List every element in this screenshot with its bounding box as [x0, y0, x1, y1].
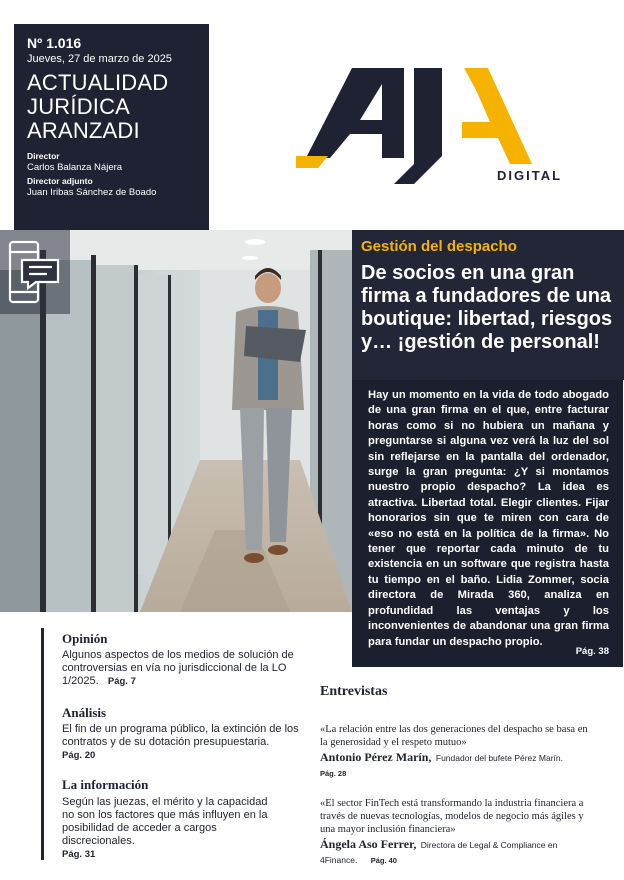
section-text: Algunos aspectos de los medios de solución de controversias en vía no jurisdiccional de la LO 1/2025. [62, 649, 294, 687]
section-text: Según las juezas, el mérito y la capacidad no son los factores que más influyen en la posibilidad de acceder a cargos discrecionales. [62, 796, 268, 847]
feature-page-ref[interactable]: Pág. 38 [575, 646, 609, 657]
interviewee-name: Ángela Aso Ferrer, [320, 837, 417, 851]
interviewee-name: Antonio Pérez Marín, [320, 750, 432, 764]
section-body-informacion [62, 796, 277, 861]
sections-rule [41, 628, 44, 860]
deputy-director-label: Director adjunto [27, 176, 93, 186]
logo-digital-text: DIGITAL [497, 168, 563, 183]
interview-quote[interactable]: «El sector FinTech está transformando la industria financiera a través de nuevas tecnologías, modelos de negocio más ágiles y una mayor inclusión financiera» [320, 798, 584, 835]
interviewee-role: Directora de Legal & Compliance en 4Finance. [320, 840, 558, 865]
publication-title-line: ARANZADI [27, 118, 140, 143]
deputy-director-name: Juan Iribas Sánchez de Boado [27, 187, 157, 198]
section-page-ref[interactable]: Pág. 20 [62, 750, 96, 761]
publication-title-line: ACTUALIDAD [27, 70, 169, 95]
interview-quote[interactable]: «La relación entre las dos generaciones del despacho se basa en la generosidad y el respeto mutuo» [320, 724, 588, 748]
section-body-analisis [62, 723, 302, 762]
section-title-analisis: Análisis [62, 705, 107, 720]
section-body-opinion [62, 649, 302, 688]
publication-title [27, 71, 197, 143]
section-title-informacion: La información [62, 777, 149, 792]
feature-kicker: Gestión del despacho [361, 238, 517, 255]
interview-byline [320, 750, 600, 780]
feature-summary-panel [352, 380, 623, 667]
feature-summary: Hay un momento en la vida de todo abogado de una gran firma en el que, entre facturar horas como si no hubiera un mañana y preguntarse si alguna vez verá la luz del sol sin reflejarse en la pantalla del ordenador, surge la gran pregunta: ¿Y si montamos nuestro propio despacho? La idea es atractiva. Libertad total. Elegir clientes. Fijar honorarios sin que te miren con cara de «eso no está en la política de la firma». No tener que reportar cada minuto de tu existencia en un software que registra hasta tu tiempo en el baño. Lidia Zommer, socia directora de Mirada 360, analiza en profundidad las ventajas y los inconvenientes de abandonar una gran firma para fundar un despacho propio. [368, 389, 609, 648]
section-title-opinion: Opinión [62, 631, 108, 646]
director-label: Director [27, 151, 60, 161]
interview-byline [320, 837, 600, 867]
section-text: El fin de un programa público, la extinción de los contratos y de su dotación presupuestaria. [62, 723, 299, 748]
issue-date: Jueves, 27 de marzo de 2025 [27, 53, 172, 65]
interviews-title: Entrevistas [320, 684, 388, 699]
interviewee-role: Fundador del bufete Pérez Marín. [435, 753, 563, 763]
publication-title-line: JURÍDICA [27, 94, 131, 119]
director-name: Carlos Balanza Nájera [27, 162, 123, 173]
feature-headline[interactable]: De socios en una gran firma a fundadores de una boutique: libertad, riesgos y… ¡gestión de personal! [361, 262, 613, 353]
section-page-ref[interactable]: Pág. 7 [107, 676, 136, 687]
feature-photo [0, 230, 352, 612]
interview-page-ref[interactable]: Pág. 40 [370, 856, 397, 865]
issue-number: Nº 1.016 [27, 35, 82, 51]
interview-page-ref[interactable]: Pág. 28 [320, 769, 347, 778]
section-page-ref[interactable]: Pág. 31 [62, 849, 96, 860]
masthead [14, 24, 209, 230]
